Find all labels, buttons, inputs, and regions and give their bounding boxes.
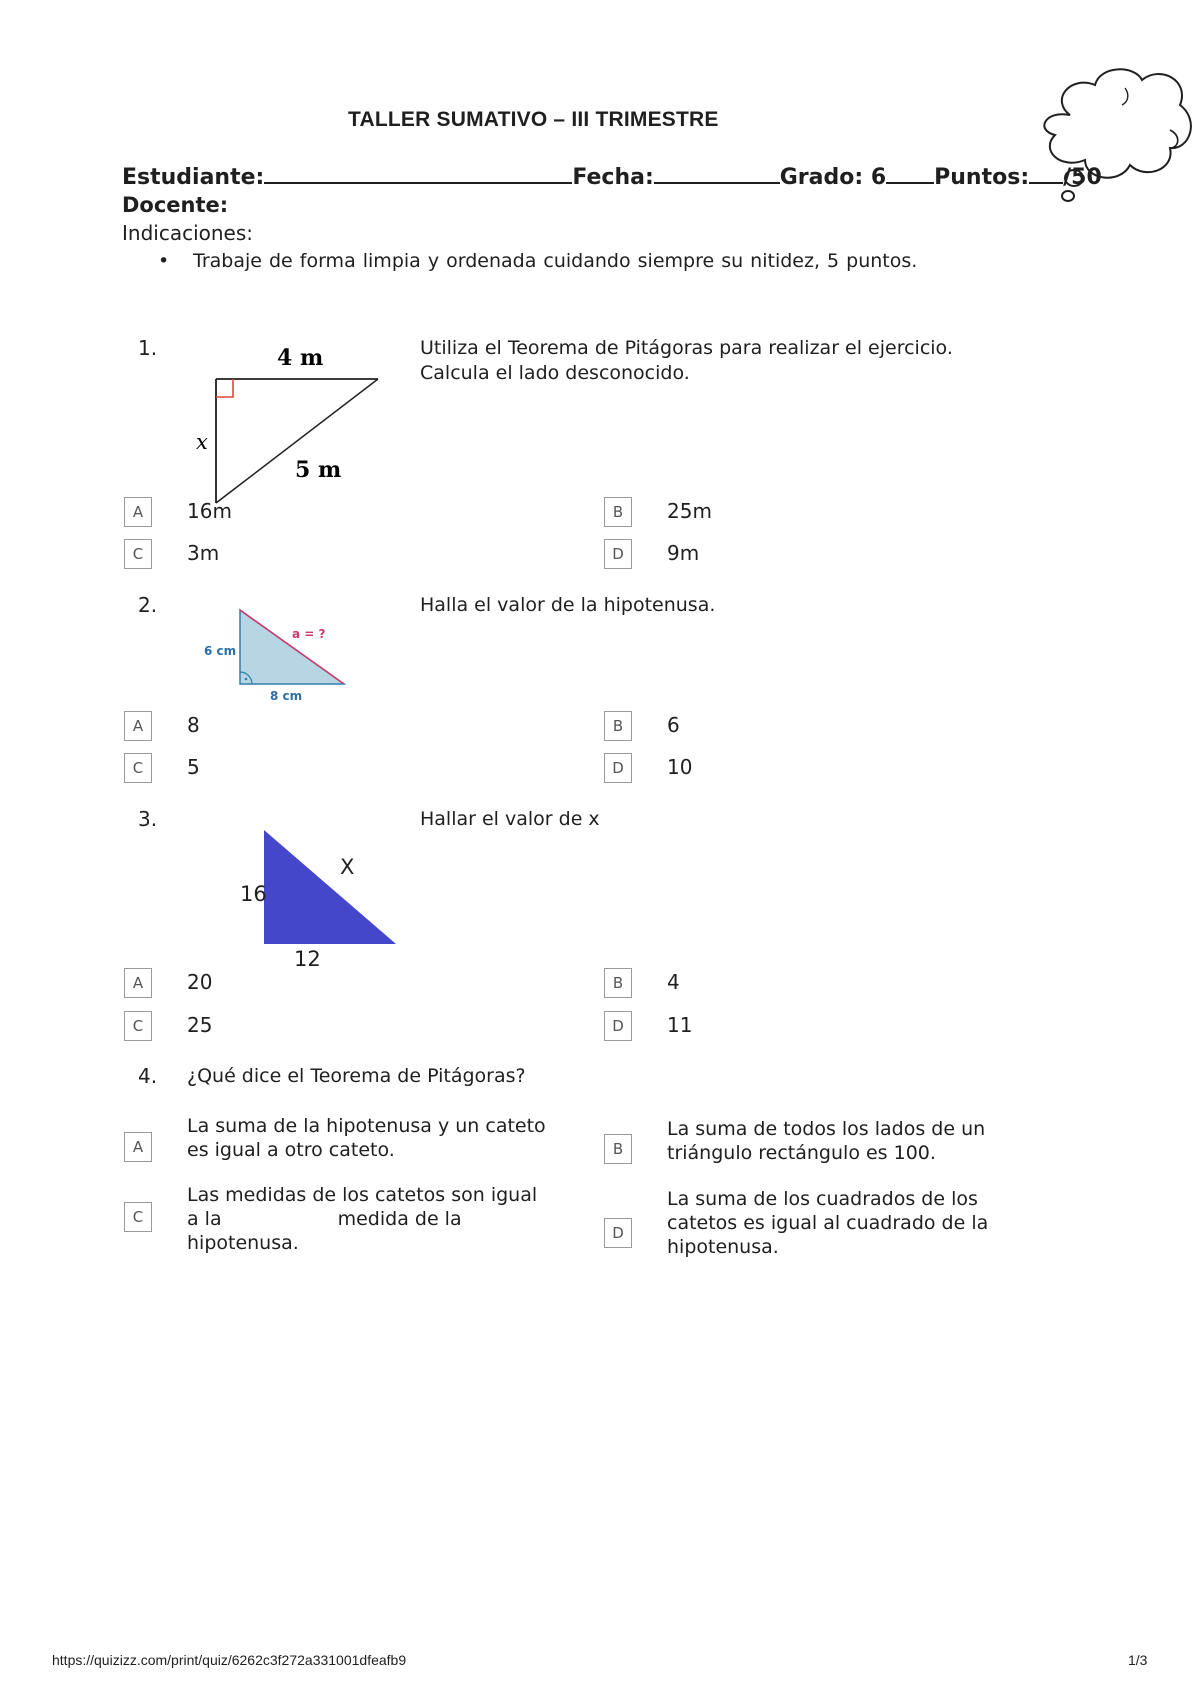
- grade-label: Grado: 6: [779, 165, 887, 190]
- q1-option-a-box[interactable]: A: [124, 497, 152, 527]
- q3-hyp-label: X: [340, 855, 355, 879]
- q4-option-d-text: [667, 1187, 1047, 1259]
- date-blank[interactable]: [654, 162, 780, 184]
- date-label: Fecha:: [572, 165, 654, 190]
- question-3-number: 3.: [138, 807, 158, 831]
- q4-option-c-line2: [187, 1207, 567, 1231]
- q2-option-d-box[interactable]: D: [604, 753, 632, 783]
- q1-side-label: x: [196, 430, 208, 454]
- q1-option-b-text: 25m: [667, 499, 712, 523]
- q3-option-d-box[interactable]: D: [604, 1011, 632, 1041]
- bullet-icon: •: [158, 250, 170, 272]
- q4-option-b-line2: triángulo rectángulo es 100.: [667, 1142, 936, 1164]
- q2-right-angle-dot: [245, 678, 248, 681]
- q2-option-c-text: 5: [187, 755, 200, 779]
- question-4-text: ¿Qué dice el Teorema de Pitágoras?: [187, 1065, 526, 1087]
- points-total: /50: [1063, 165, 1102, 190]
- q4-option-c-line3: hipotenusa.: [187, 1232, 299, 1254]
- q1-option-c-text: 3m: [187, 541, 220, 565]
- q2-option-a-box[interactable]: A: [124, 711, 152, 741]
- q3-side-label: 16: [240, 882, 267, 906]
- question-1-text: [420, 336, 953, 386]
- q3-option-c-text: 25: [187, 1013, 213, 1037]
- q1-option-d-box[interactable]: D: [604, 539, 632, 569]
- q2-base-label: 8 cm: [270, 689, 303, 703]
- q2-option-d-text: 10: [667, 755, 693, 779]
- q4-option-c-line2b: medida de la: [337, 1208, 462, 1230]
- q4-option-d-line2: catetos es igual al cuadrado de la: [667, 1212, 989, 1234]
- q4-option-d-line1: La suma de los cuadrados de los: [667, 1188, 978, 1210]
- q1-option-d-text: 9m: [667, 541, 700, 565]
- q4-option-a-box[interactable]: A: [124, 1132, 152, 1162]
- question-1-text-line1: Utiliza el Teorema de Pitágoras para realizar el ejercicio.: [420, 337, 953, 359]
- footer-page-number: 1/3: [1128, 1652, 1148, 1668]
- q4-option-d-box[interactable]: D: [604, 1218, 632, 1248]
- question-2-figure: [200, 604, 360, 708]
- q2-option-a-text: 8: [187, 713, 200, 737]
- student-label: Estudiante:: [122, 165, 265, 190]
- q4-option-b-text: [667, 1117, 1047, 1165]
- points-blank[interactable]: [1029, 162, 1063, 184]
- q1-option-b-box[interactable]: B: [604, 497, 632, 527]
- q2-option-c-box[interactable]: C: [124, 753, 152, 783]
- question-1-number: 1.: [138, 336, 158, 360]
- instructions-label: Indicaciones:: [122, 221, 254, 245]
- header-fields: [122, 162, 1102, 190]
- q4-option-b-box[interactable]: B: [604, 1134, 632, 1164]
- question-3-text: Hallar el valor de x: [420, 808, 600, 830]
- q3-option-b-box[interactable]: B: [604, 968, 632, 998]
- q2-option-b-box[interactable]: B: [604, 711, 632, 741]
- footer-url[interactable]: https://quizizz.com/print/quiz/6262c3f272a331001dfeafb9: [52, 1652, 407, 1668]
- question-1-figure: [190, 335, 390, 514]
- q4-option-a-text: [187, 1114, 567, 1162]
- q3-base-label: 12: [294, 947, 321, 970]
- q4-option-a-line2: es igual a otro cateto.: [187, 1139, 395, 1161]
- q3-option-d-text: 11: [667, 1013, 693, 1037]
- question-2-text: Halla el valor de la hipotenusa.: [420, 594, 716, 616]
- q4-option-d-line3: hipotenusa.: [667, 1236, 779, 1258]
- q3-option-b-text: 4: [667, 970, 680, 994]
- q4-option-c-line1: Las medidas de los catetos son igual: [187, 1184, 538, 1206]
- q1-option-c-box[interactable]: C: [124, 539, 152, 569]
- q1-hyp-label: 5 m: [295, 457, 342, 483]
- q3-triangle: [264, 830, 396, 944]
- q1-hypotenuse: [216, 379, 378, 503]
- q3-option-c-box[interactable]: C: [124, 1011, 152, 1041]
- q3-option-a-box[interactable]: A: [124, 968, 152, 998]
- q4-option-c-line2a: a la: [187, 1208, 222, 1230]
- q2-side-label: 6 cm: [204, 644, 237, 658]
- question-2-number: 2.: [138, 593, 158, 617]
- page-title: TALLER SUMATIVO – III TRIMESTRE: [348, 108, 719, 131]
- q3-option-a-text: 20: [187, 970, 213, 994]
- instruction-text: Trabaje de forma limpia y ordenada cuidando siempre su nitidez, 5 puntos.: [193, 250, 918, 272]
- grade-blank[interactable]: [886, 162, 934, 184]
- q2-option-b-text: 6: [667, 713, 680, 737]
- q4-option-c-box[interactable]: C: [124, 1202, 152, 1232]
- q1-option-a-text: 16m: [187, 499, 232, 523]
- q4-option-b-line1: La suma de todos los lados de un: [667, 1118, 986, 1140]
- question-4-number: 4.: [138, 1064, 158, 1088]
- thought-cloud-decoration: [1030, 60, 1200, 214]
- question-3-figure: [230, 822, 410, 974]
- q4-option-a-line1: La suma de la hipotenusa y un cateto: [187, 1115, 546, 1137]
- q1-top-label: 4 m: [277, 345, 324, 371]
- q1-right-angle-marker: [216, 379, 233, 397]
- student-blank[interactable]: [264, 162, 572, 184]
- q4-option-c-text: [187, 1183, 567, 1255]
- points-label: Puntos:: [934, 165, 1030, 190]
- teacher-label: Docente:: [122, 193, 229, 217]
- question-1-text-line2: Calcula el lado desconocido.: [420, 362, 690, 384]
- q2-hyp-label: a = ?: [292, 627, 326, 641]
